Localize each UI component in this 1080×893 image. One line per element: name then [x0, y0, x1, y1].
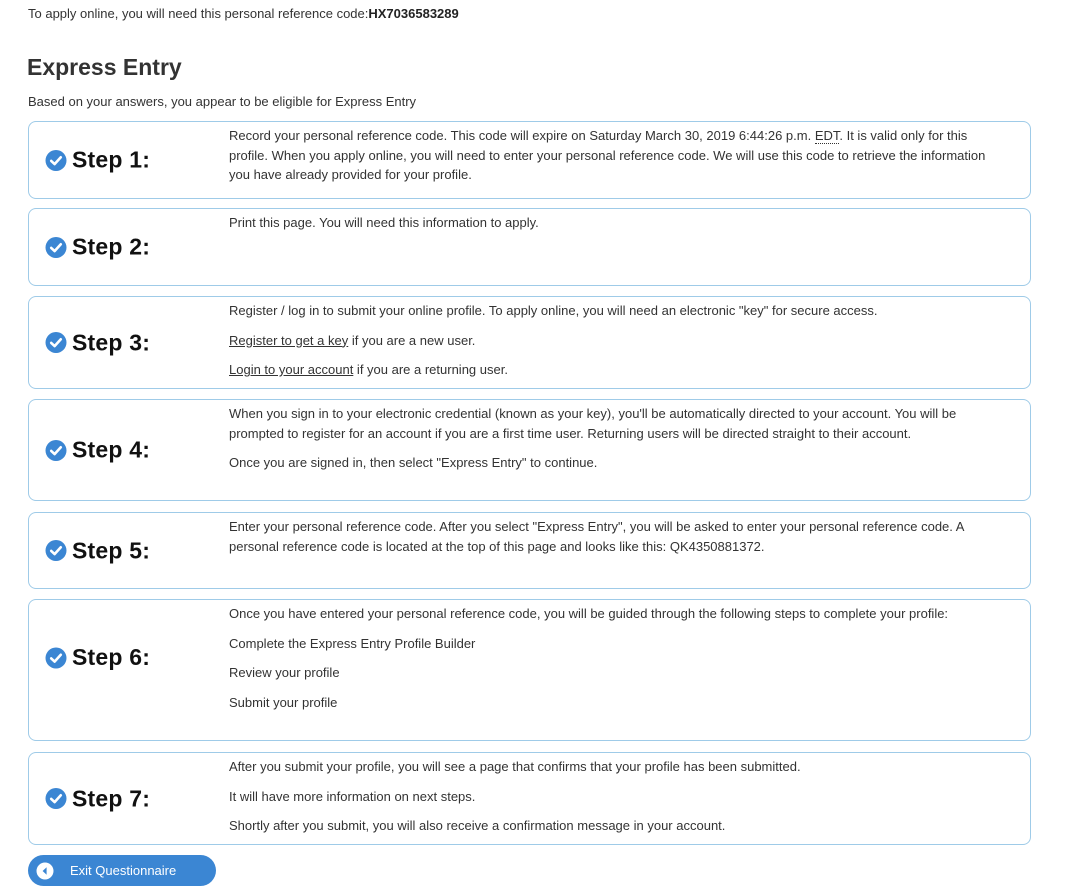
step-1-panel	[28, 121, 1031, 199]
step-4-text-2: Once you are signed in, then select "Express Entry" to continue.	[229, 455, 598, 470]
exit-questionnaire-button[interactable]	[28, 855, 216, 886]
step-7-body	[229, 757, 990, 846]
step-2-text: Print this page. You will need this information to apply.	[229, 215, 539, 230]
check-circle-icon	[45, 236, 67, 258]
reference-code: HX7036583289	[368, 6, 459, 21]
step-7-panel	[28, 752, 1031, 845]
check-circle-icon	[45, 149, 67, 171]
check-circle-icon	[45, 332, 67, 354]
step-7-text-2: It will have more information on next steps.	[229, 788, 476, 804]
chevron-left-circle-icon	[36, 862, 54, 880]
step-4-label	[45, 437, 150, 464]
step-1-text	[229, 126, 990, 185]
step-3-label	[45, 329, 150, 356]
step-6-item-submit: Submit your profile	[229, 694, 338, 710]
step-5-panel	[28, 512, 1031, 589]
step-6-body	[229, 604, 990, 722]
timezone-abbr: EDT	[814, 128, 840, 143]
register-line	[229, 331, 990, 351]
step-6-panel	[28, 599, 1031, 741]
step-title: Step 2:	[72, 233, 151, 260]
step-3-panel	[28, 296, 1031, 389]
check-circle-icon	[45, 647, 67, 669]
step-3-body	[229, 301, 990, 390]
step-5-label	[45, 537, 150, 564]
reference-code-intro	[28, 6, 459, 21]
step-5-text: Enter your personal reference code. After you select "Express Entry", you will be asked to enter your personal reference code. A personal reference code is located at the top of this page and looks like this: QK4350881372.	[229, 519, 964, 554]
step-2-label	[45, 234, 150, 261]
check-circle-icon	[45, 439, 67, 461]
step-7-label	[45, 785, 150, 812]
step-title: Step 5:	[72, 537, 151, 563]
step-7-text: After you submit your profile, you will see a page that confirms that your profile has been submitted.	[229, 759, 801, 774]
step-4-panel	[28, 399, 1031, 501]
step-title: Step 7:	[72, 785, 151, 811]
step-6-item-review: Review your profile	[229, 665, 340, 680]
step-1-body	[229, 126, 990, 195]
step-title: Step 3:	[72, 329, 151, 355]
step-2-body	[229, 213, 990, 243]
step-4-text: When you sign in to your electronic credential (known as your key), you'll be automatically directed to your account. You will be prompted to register for an account if you are a first time user. Returning users will be directed straight to their account.	[229, 406, 957, 441]
step-6-item-profile-builder: Complete the Express Entry Profile Builder	[229, 635, 476, 651]
step-2-panel	[28, 208, 1031, 286]
login-line-text: if you are a returning user.	[353, 362, 508, 377]
step-5-body	[229, 517, 990, 566]
step-7-text-3: Shortly after you submit, you will also receive a confirmation message in your account.	[229, 818, 726, 833]
step-6-label	[45, 644, 150, 671]
reference-code-intro-text: To apply online, you will need this personal reference code:	[28, 6, 369, 21]
page-title: Express Entry	[27, 54, 182, 80]
step-4-body	[229, 404, 990, 483]
login-link[interactable]: Login to your account	[229, 362, 354, 377]
step-title: Step 1:	[72, 146, 151, 173]
eligibility-message: Based on your answers, you appear to be eligible for Express Entry	[28, 94, 417, 109]
step-1-text-b: . It is valid only for this profile. When you apply online, you will need to enter your personal reference code. We will use this code to retrieve the information you have already provided for your profile.	[229, 128, 986, 182]
check-circle-icon	[45, 540, 67, 562]
login-line	[229, 360, 990, 380]
step-6-text: Once you have entered your personal reference code, you will be guided through the following steps to complete your profile:	[229, 606, 949, 621]
check-circle-icon	[45, 788, 67, 810]
step-title: Step 6:	[72, 644, 151, 670]
step-1-text-a: Record your personal reference code. This code will expire on Saturday March 30, 2019 6:44:26 p.m.	[229, 128, 815, 143]
register-link[interactable]: Register to get a key	[229, 332, 349, 348]
exit-questionnaire-label: Exit Questionnaire	[70, 863, 177, 878]
step-1-label	[45, 147, 150, 174]
step-title: Step 4:	[72, 436, 151, 463]
step-3-text: Register / log in to submit your online profile. To apply online, you will need an electronic "key" for secure access.	[229, 303, 878, 318]
register-line-text: if you are a new user.	[348, 332, 476, 348]
